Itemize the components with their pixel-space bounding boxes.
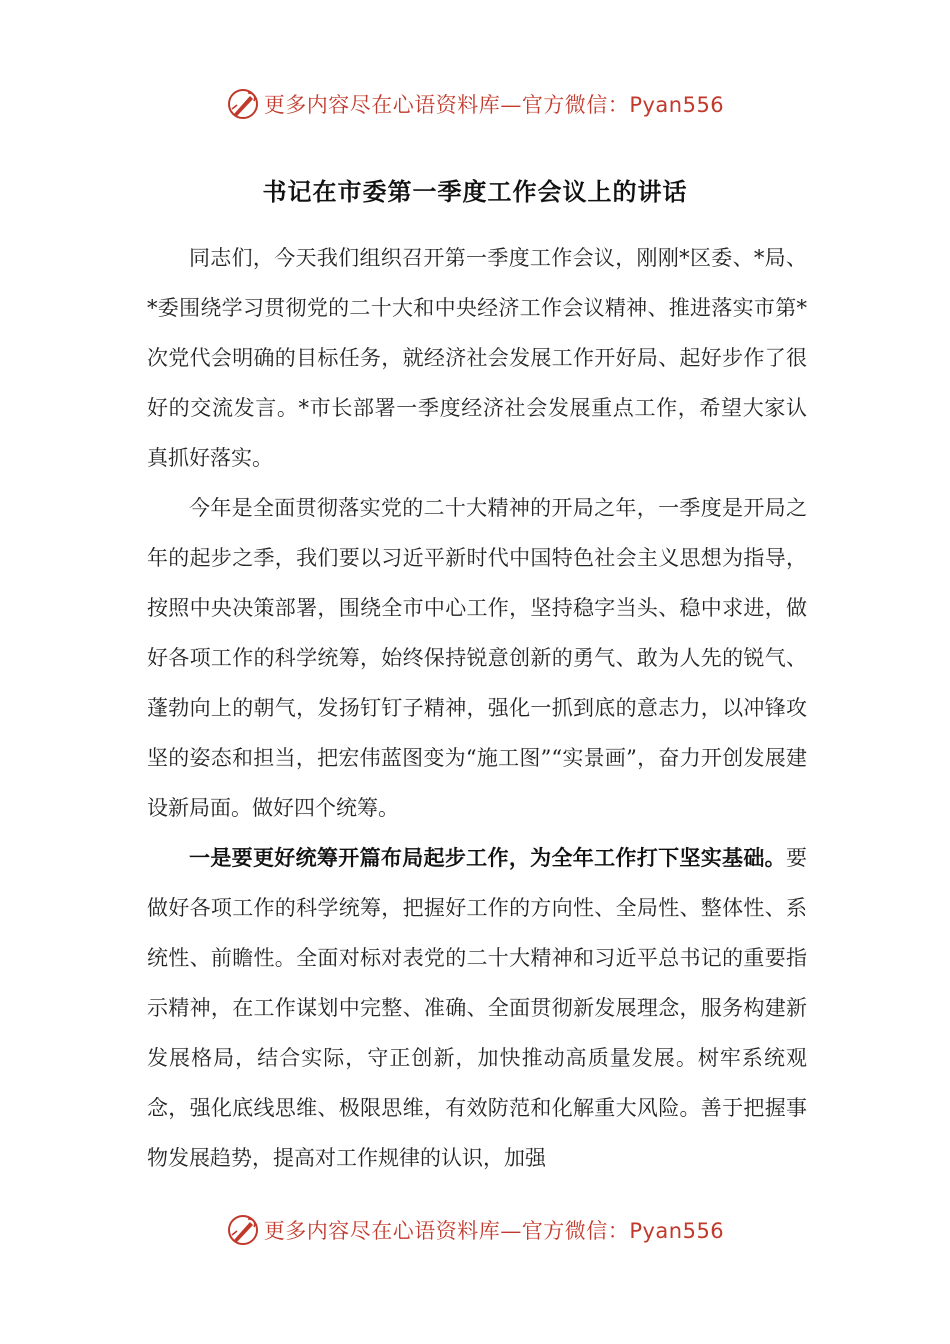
paragraph-2	[147, 483, 807, 833]
footer-banner-text	[264, 1215, 724, 1245]
paragraph-text: 要做好各项工作的科学统筹，把握好工作的方向性、全局性、整体性、系统性、前瞻性。全面对标对表党的二十大精神和习近平总书记的重要指示精神，在工作谋划中完整、准确、全面贯彻新发展理念，服务构建新发展格局，结合实际，守正创新，加快推动高质量发展。树牢系统观念，强化底线思维、极限思维，有效防范和化解重大风险。善于把握事物发展趋势，提高对工作规律的认识，加强	[147, 846, 807, 1170]
banner-wechat-id: Pyan556	[629, 1219, 725, 1243]
banner-wechat-id: Pyan556	[629, 93, 725, 117]
document-title: 书记在市委第一季度工作会议上的讲话	[262, 177, 688, 206]
paragraph-1	[147, 233, 807, 483]
quill-logo-icon	[226, 1213, 260, 1247]
banner-slogan: 更多内容尽在心语资料库	[263, 1219, 501, 1243]
paragraph-3	[147, 833, 807, 1183]
banner-wechat-label: 官方微信：	[521, 1219, 630, 1243]
header-banner	[0, 84, 950, 124]
banner-wechat-label: 官方微信：	[521, 93, 630, 117]
document-body	[147, 233, 807, 1183]
header-banner-text	[264, 89, 724, 119]
banner-separator: —	[500, 93, 522, 117]
quill-logo-icon	[226, 87, 260, 121]
banner-separator: —	[500, 1219, 522, 1243]
banner-slogan: 更多内容尽在心语资料库	[263, 93, 501, 117]
paragraph-lead-heading: 一是要更好统筹开篇布局起步工作，为全年工作打下坚实基础。	[189, 845, 786, 870]
paragraph-text: 今年是全面贯彻落实党的二十大精神的开局之年，一季度是开局之年的起步之季，我们要以习近平新时代中国特色社会主义思想为指导，按照中央决策部署，围绕全市中心工作，坚持稳字当头、稳中求进，做好各项工作的科学统筹，始终保持锐意创新的勇气、敢为人先的锐气、蓬勃向上的朝气，发扬钉钉子精神，强化一抓到底的意志力，以冲锋攻坚的姿态和担当，把宏伟蓝图变为“施工图”“实景画”，奋力开创发展建设新局面。做好四个统筹。	[147, 496, 807, 820]
paragraph-text: 同志们，今天我们组织召开第一季度工作会议，刚刚*区委、*局、*委围绕学习贯彻党的二十大和中央经济工作会议精神、推进落实市第*次党代会明确的目标任务，就经济社会发展工作开好局、起好步作了很好的交流发言。*市长部署一季度经济社会发展重点工作，希望大家认真抓好落实。	[147, 246, 807, 470]
footer-banner	[0, 1210, 950, 1250]
